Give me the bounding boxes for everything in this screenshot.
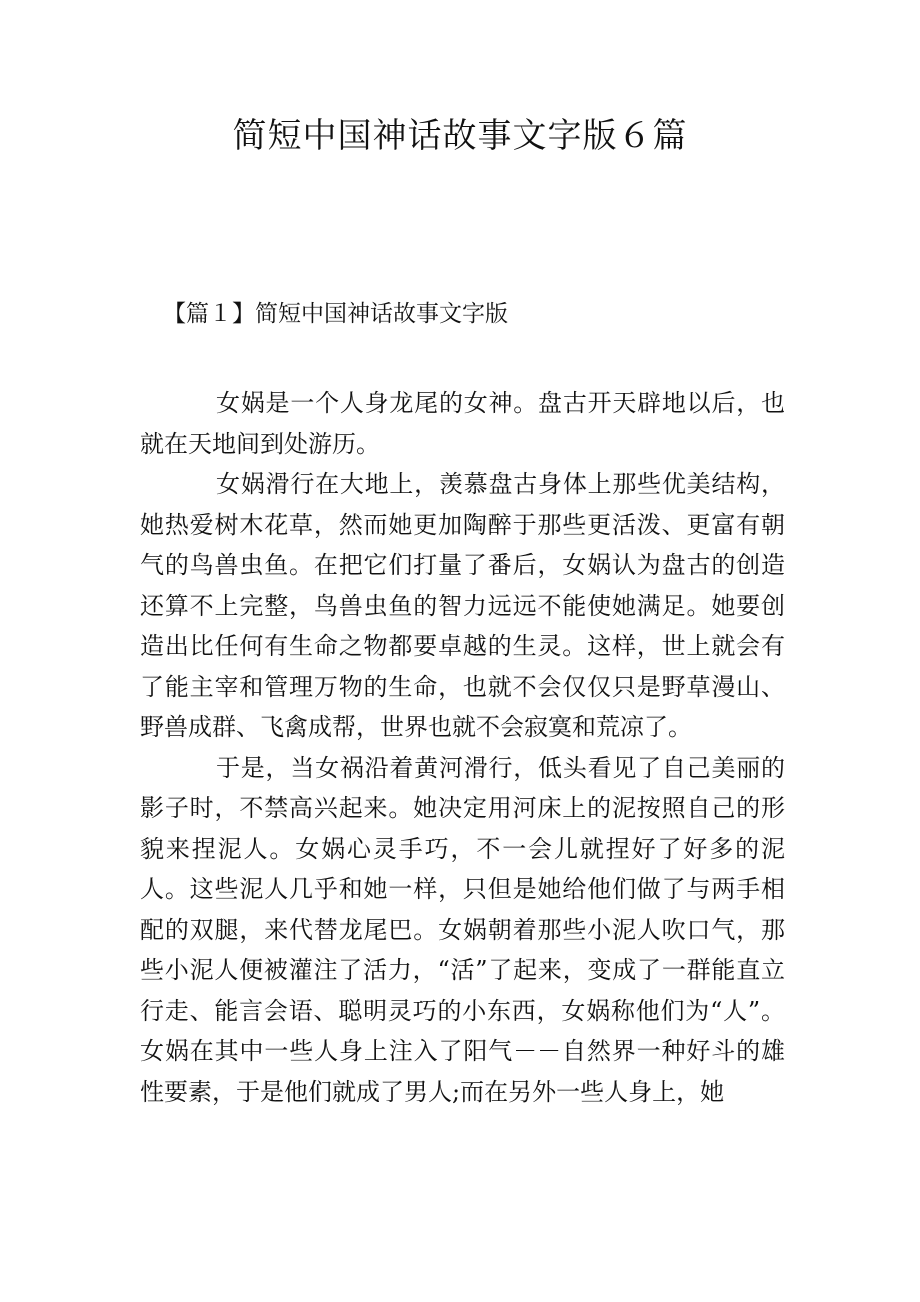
body-text [140, 383, 785, 1112]
paragraph: 于是，当女祸沿着黄河滑行，低头看见了自己美丽的影子时，不禁高兴起来。她决定用河床上的泥按照自己的形貌来捏泥人。女娲心灵手巧，不一会儿就捏好了好多的泥人。这些泥人几乎和她一样，只但是她给他们做了与两手相配的双腿，来代替龙尾巴。女娲朝着那些小泥人吹口气，那些小泥人便被灌注了活力，“活”了起来，变成了一群能直立行走、能言会语、聪明灵巧的小东西，女娲称他们为“人”。女娲在其中一些人身上注入了阳气－－自然界一种好斗的雄性要素，于是他们就成了男人;而在另外一些人身上，她 [140, 753, 785, 1106]
paragraph: 女娲滑行在大地上，羡慕盘古身体上那些优美结构，她热爱树木花草，然而她更加陶醉于那些更活泼、更富有朝气的鸟兽虫鱼。在把它们打量了番后，女娲认为盘古的创造还算不上完整，鸟兽虫鱼的智力远远不能使她满足。她要创造出比任何有生命之物都要卓越的生灵。这样，世上就会有了能主宰和管理万物的生命，也就不会仅仅只是野草漫山、野兽成群、飞禽成帮，世界也就不会寂寞和荒凉了。 [140, 470, 785, 741]
document-title: 简短中国神话故事文字版６篇 [232, 116, 688, 156]
paragraph: 女娲是一个人身龙尾的女神。盘古开天辟地以后，也就在天地间到处游历。 [140, 389, 785, 458]
section-heading: 【篇１】简短中国神话故事文字版 [163, 301, 508, 327]
